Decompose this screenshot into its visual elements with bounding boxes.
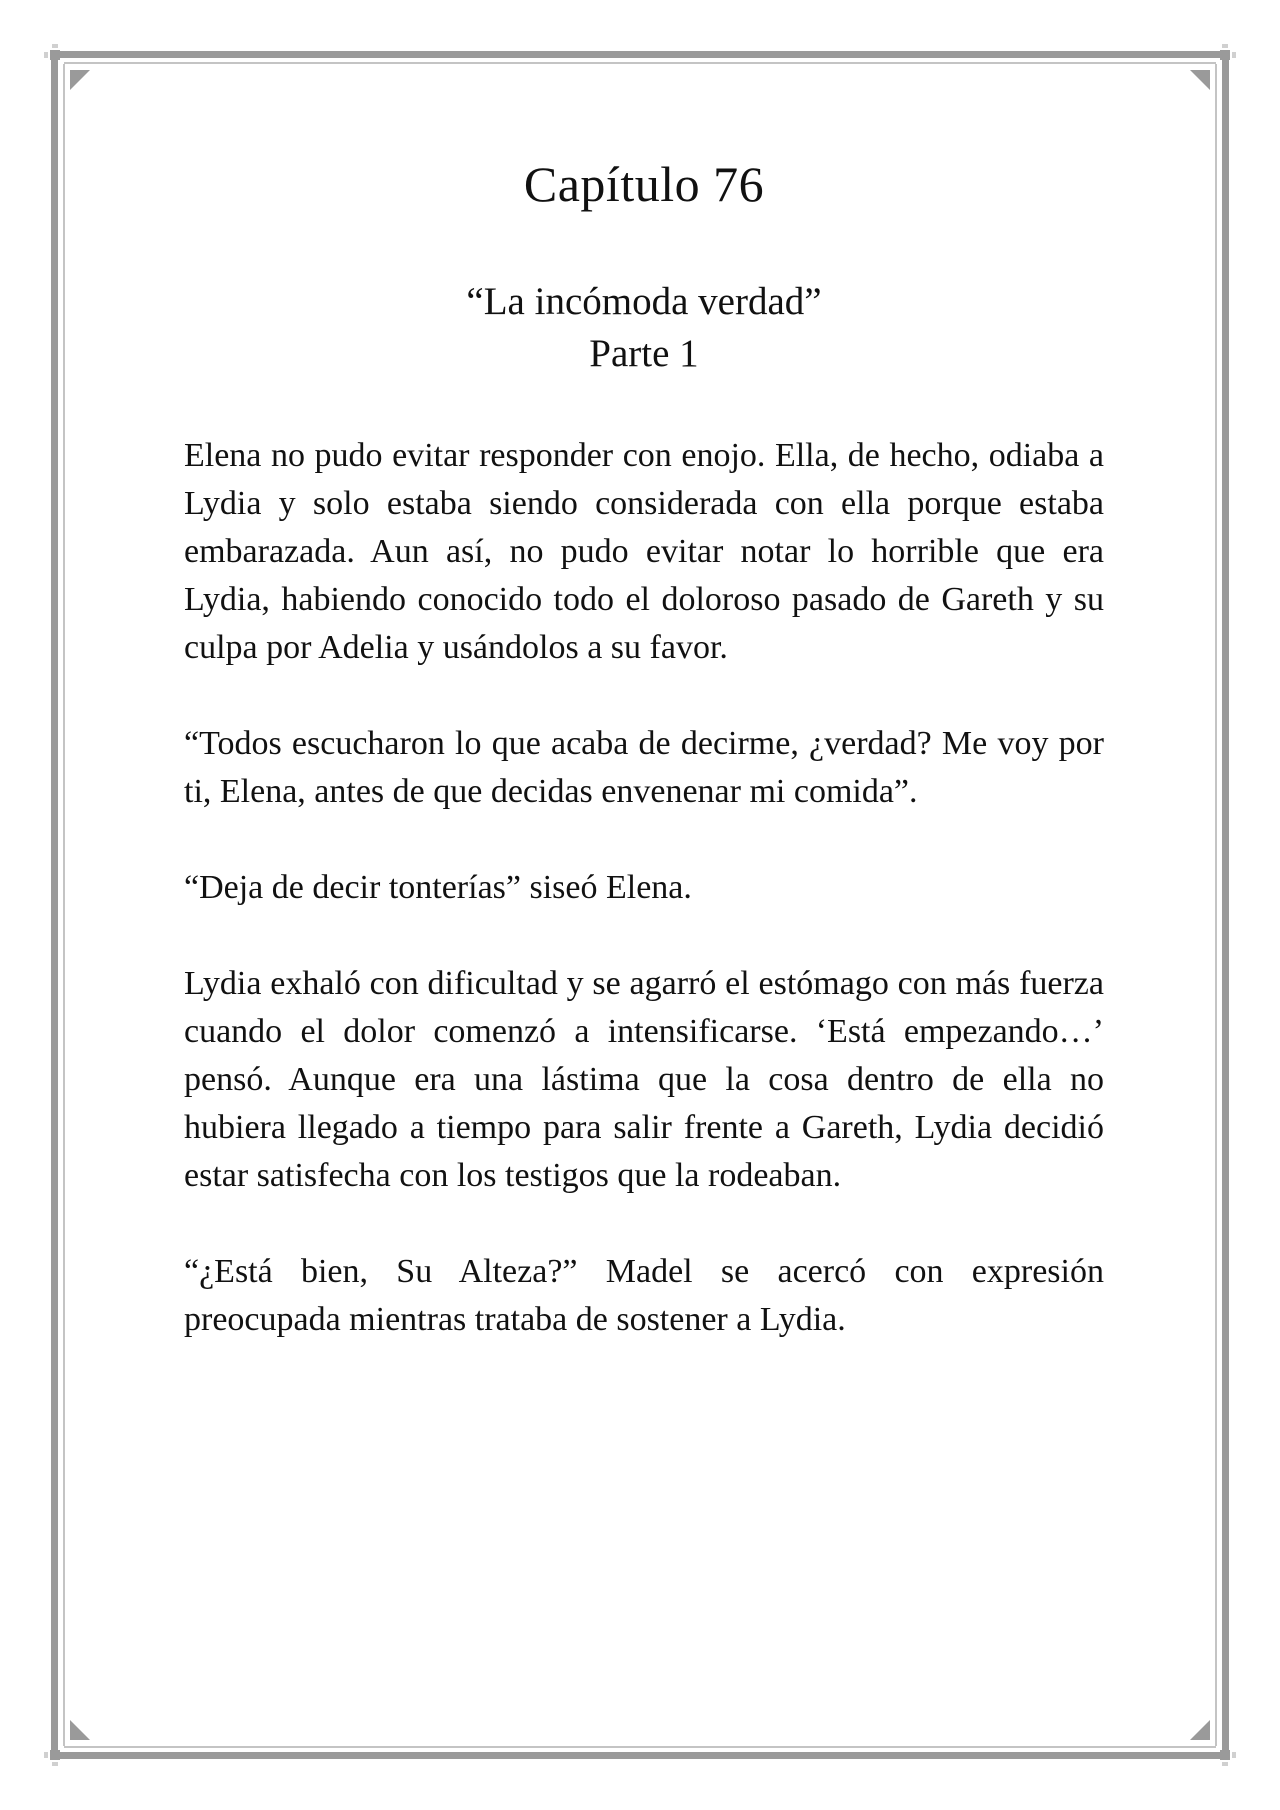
subtitle-block xyxy=(184,276,1104,380)
paragraph-4: Lydia exhaló con dificultad y se agarró el estómago con más fuerza cuando el dolor comenzó a intensificarse. ‘Está empezando…’ pensó. Aunque era una lástima que la cosa dentro de ella no hubiera llegado a tiempo para salir frente a Gareth, Lydia decidió estar satisfecha con los testigos que la rodeaban. xyxy=(184,965,1104,1194)
chapter-part: Parte 1 xyxy=(589,332,699,375)
page-content xyxy=(184,140,1104,1392)
paragraph-2: “Todos escucharon lo que acaba de decirme, ¿verdad? Me voy por ti, Elena, antes de que decidas envenenar mi comida”. xyxy=(184,725,1104,810)
chapter-title: Capítulo 76 xyxy=(523,156,765,212)
chapter-subtitle: “La incómoda verdad” xyxy=(466,280,822,323)
paragraph-5: “¿Está bien, Su Alteza?” Madel se acercó con expresión preocupada mientras trataba de sostener a Lydia. xyxy=(184,1253,1104,1338)
body-text xyxy=(184,432,1104,1344)
paragraph-3: “Deja de decir tonterías” siseó Elena. xyxy=(184,869,692,906)
paragraph-1: Elena no pudo evitar responder con enojo. Ella, de hecho, odiaba a Lydia y solo estaba siendo considerada con ella porque estaba embarazada. Aun así, no pudo evitar notar lo horrible que era Lydia, habiendo conocido todo el doloroso pasado de Gareth y su culpa por Adelia y usándolos a su favor. xyxy=(184,437,1104,666)
